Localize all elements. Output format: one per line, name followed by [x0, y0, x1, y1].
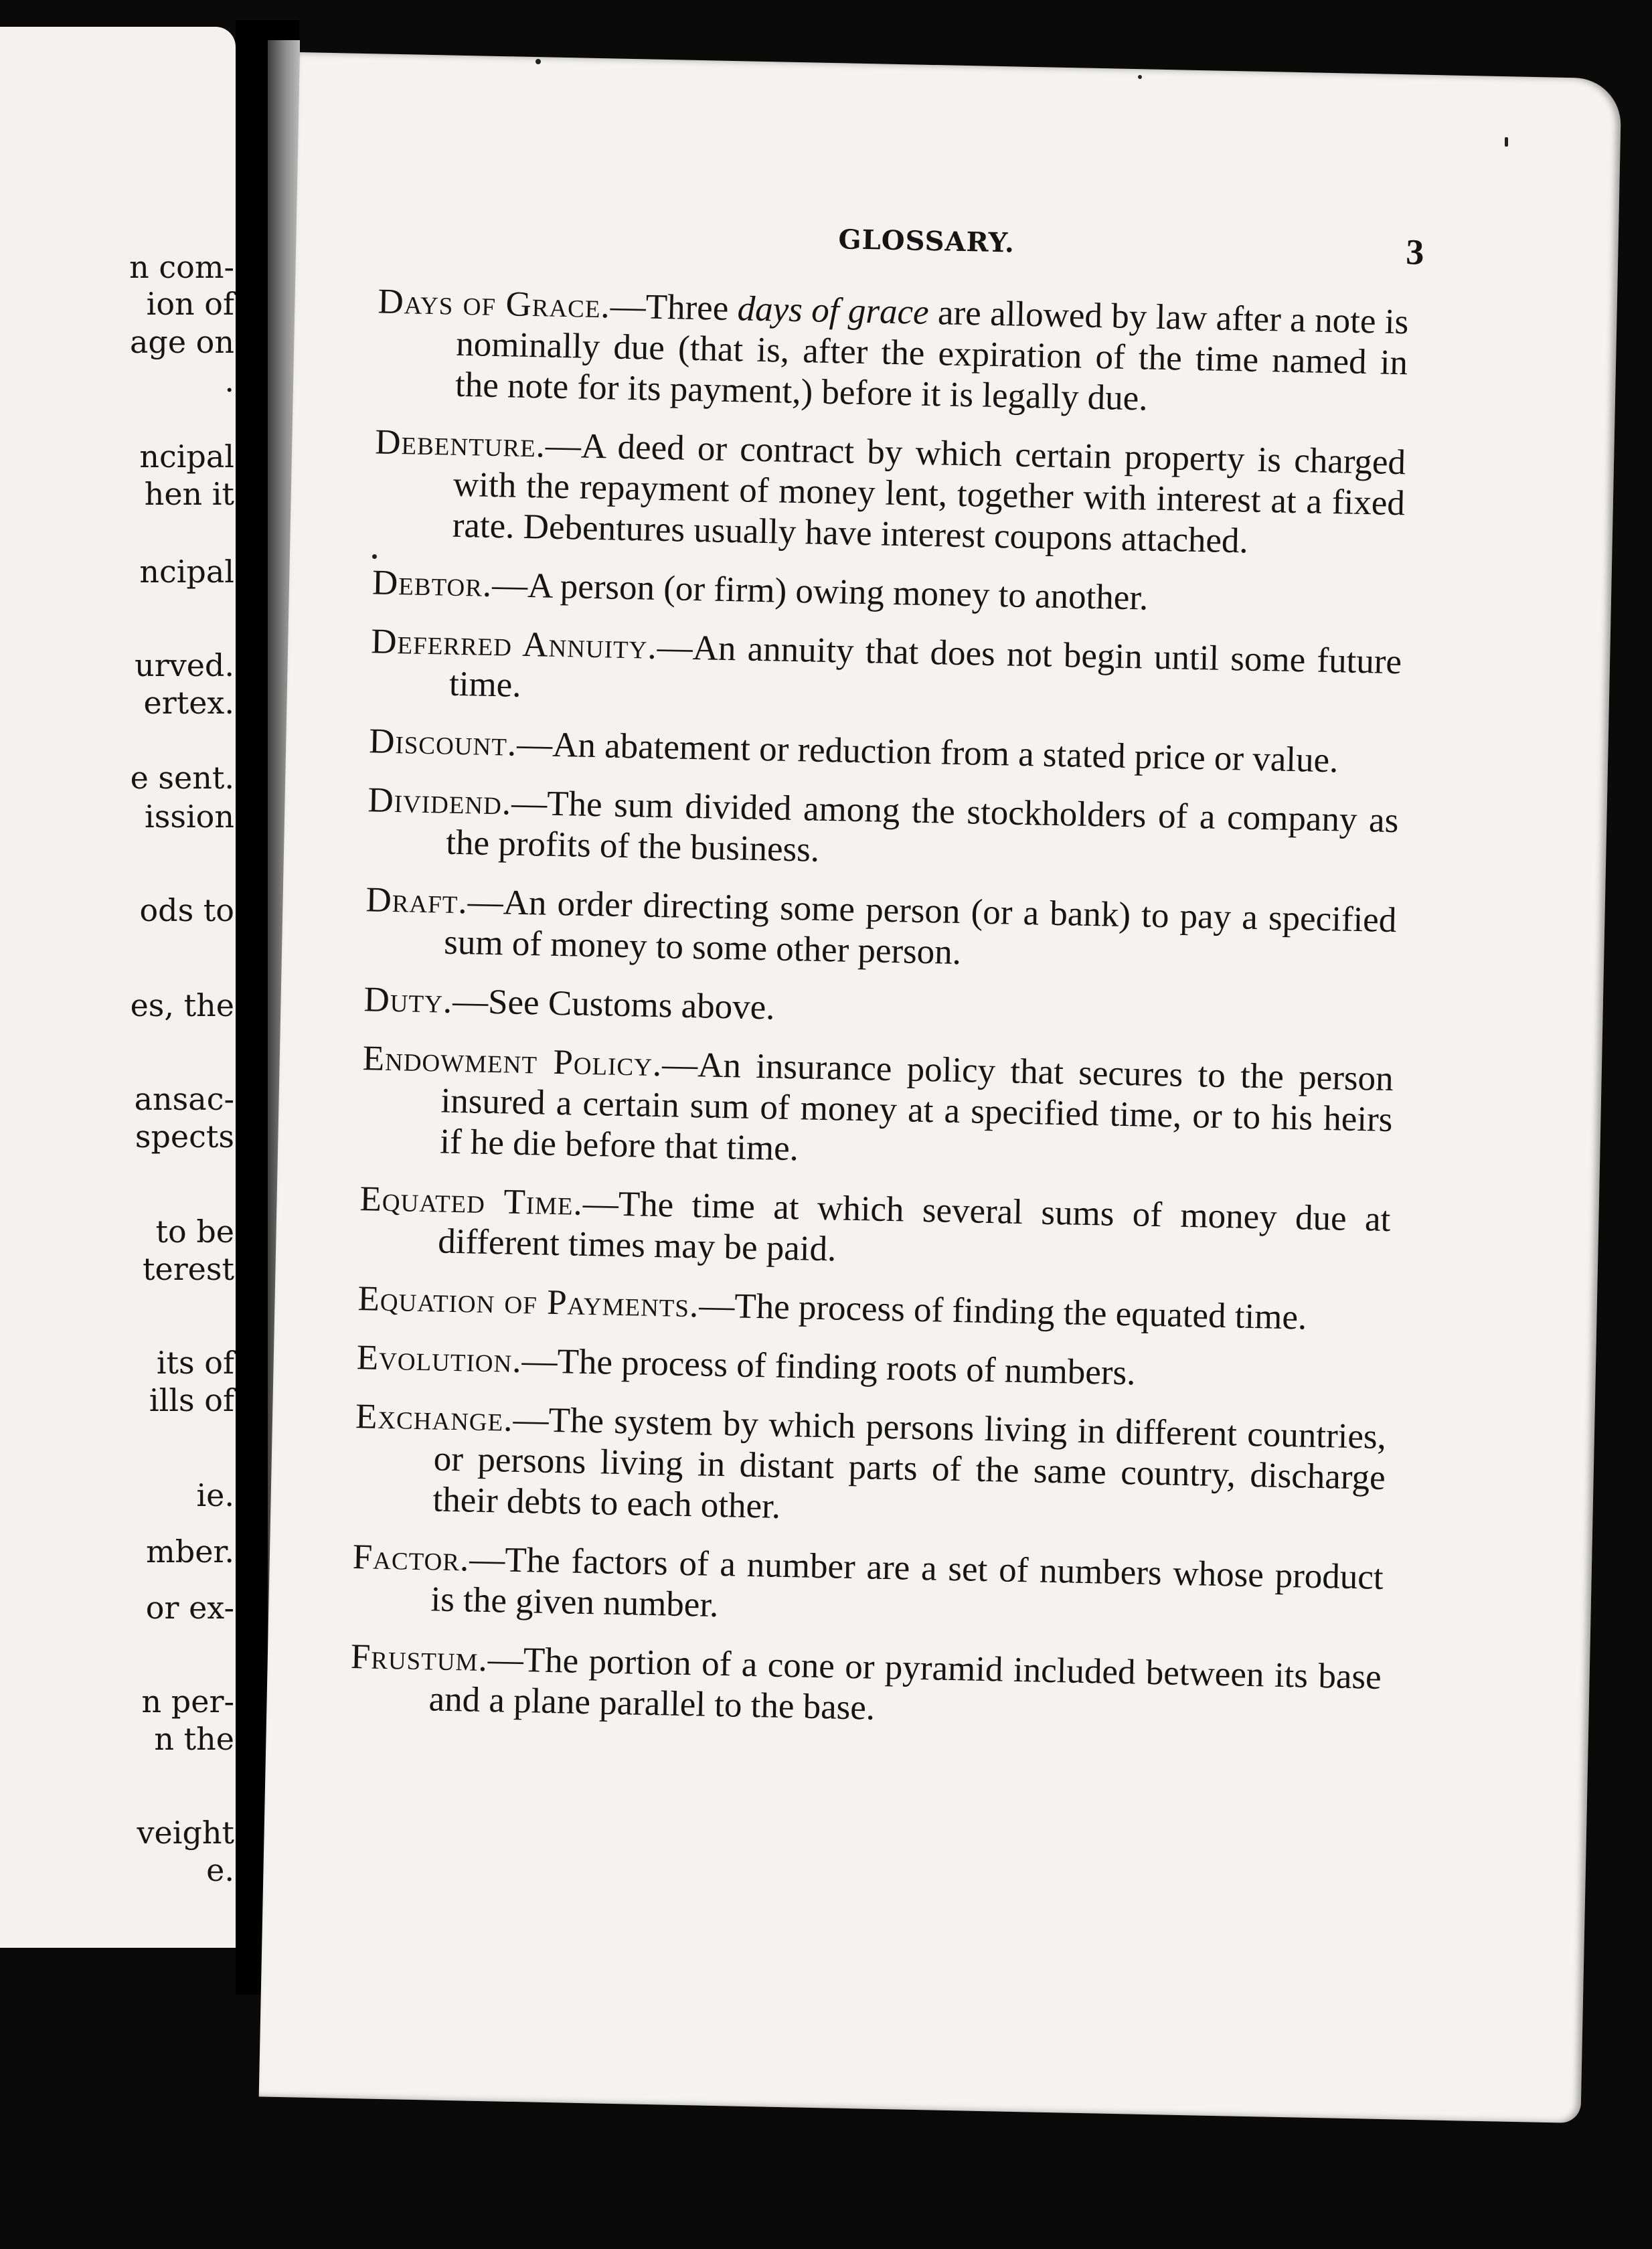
glossary-term: Equated Time.	[359, 1179, 584, 1223]
glossary-entry	[371, 562, 1403, 624]
glossary-definition: —The process of finding roots of numbers.	[521, 1341, 1137, 1393]
left-page-line-fragment: ansac-	[134, 1081, 234, 1117]
glossary-term: Discount.	[368, 722, 517, 764]
left-page-line-fragment: or ex-	[145, 1590, 234, 1626]
glossary-term: Factor.	[352, 1537, 470, 1579]
glossary-term: Dividend.	[367, 780, 512, 823]
glossary-definition: —The sum divided among the stockholders of a company as the profits of the business.	[445, 783, 1399, 869]
left-page-line-fragment: es, the	[130, 987, 234, 1023]
glossary-entry	[370, 621, 1402, 724]
glossary-term: Debenture.	[374, 422, 546, 465]
glossary-term: Evolution.	[356, 1338, 523, 1381]
left-page-line-fragment: n com-	[129, 249, 234, 285]
glossary-definition: —A person (or firm) owing money to another.	[491, 565, 1149, 618]
left-page-line-fragment: terest	[142, 1251, 234, 1287]
left-page-line-fragment: age on	[129, 324, 234, 360]
glossary-definition: —An annuity that does not begin until some future time.	[448, 627, 1402, 705]
glossary-term: Endowment Policy.	[362, 1039, 663, 1084]
glossary-entry	[365, 880, 1397, 982]
glossary-entries	[349, 281, 1409, 1756]
glossary-definition: —A deed or contract by which certain property is charged with the repayment of money lent, together with interest at a fixed rate. Debentures usually have interest coupons attached.	[452, 426, 1406, 561]
glossary-definition: —The portion of a cone or pyramid included between its base and a plane parallel to the base.	[428, 1640, 1382, 1728]
left-page-line-fragment: e.	[206, 1852, 234, 1888]
glossary-page	[259, 52, 1622, 2123]
left-page-line-fragment: its of	[156, 1345, 234, 1381]
glossary-definition: —See Customs above.	[452, 981, 776, 1027]
page-title: GLOSSARY.	[838, 224, 1015, 259]
left-page-line-fragment: urved.	[135, 647, 234, 683]
glossary-entry	[349, 1637, 1382, 1739]
glossary-definition: —An insurance policy that secures to the person insured a certain sum of money at a specified time, or to his heirs if he die before that time.	[439, 1045, 1394, 1169]
scan-speck	[1138, 75, 1142, 79]
glossary-definition: —The factors of a number are a set of numbers whose product is the given number.	[430, 1539, 1384, 1625]
glossary-definition: —The system by which persons living in different countries, or persons living in distant parts of the same country, discharge their debts to each other.	[432, 1400, 1387, 1526]
glossary-entry	[359, 1179, 1391, 1281]
left-page-line-fragment: n per-	[141, 1683, 234, 1720]
glossary-definition-cont: are allowed by law after a note is nominally due (that is, after the expiration of the time named in the note for its payment,) before it is legally due.	[455, 293, 1409, 418]
glossary-entry	[353, 1396, 1386, 1539]
left-page-line-fragment: ills of	[149, 1382, 234, 1418]
scan-speck	[535, 59, 541, 64]
page-header	[296, 213, 1619, 286]
glossary-entry	[376, 281, 1408, 424]
glossary-term: Duty.	[363, 980, 453, 1021]
glossary-entry	[361, 1038, 1394, 1181]
glossary-term: Debtor.	[371, 563, 493, 604]
glossary-definition: —An order directing some person (or a bank) to pay a specified sum of money to some other person.	[443, 882, 1397, 973]
left-page-line-fragment: e sent.	[130, 760, 234, 796]
left-page-line-fragment: ission	[145, 799, 234, 835]
glossary-definition: —An abatement or reduction from a stated price or value.	[516, 724, 1339, 780]
glossary-term: Exchange.	[355, 1397, 514, 1439]
left-page-line-fragment: n the	[154, 1721, 234, 1757]
glossary-entry	[373, 422, 1406, 565]
glossary-entry	[357, 1278, 1389, 1340]
glossary-term: Equation of Payments.	[357, 1279, 699, 1325]
glossary-entry	[351, 1537, 1384, 1639]
glossary-entry	[356, 1337, 1388, 1399]
left-page-line-fragment: spects	[135, 1118, 234, 1155]
left-page-line-fragment: ncipal	[139, 554, 234, 590]
left-page-line-fragment: ncipal	[139, 438, 234, 475]
left-page-line-fragment: ertex.	[143, 685, 234, 721]
left-page-line-fragment: ion of	[146, 286, 234, 322]
left-page-line-fragment: veight	[137, 1815, 234, 1851]
left-page-line-fragment: ods to	[139, 892, 234, 928]
previous-page-fragment	[0, 27, 236, 1948]
left-page-line-fragment: ie.	[196, 1477, 234, 1513]
left-page-line-fragment: mber.	[146, 1533, 234, 1570]
glossary-definition: —The process of finding the equated time.	[698, 1286, 1307, 1337]
glossary-term: Deferred Annuity.	[370, 622, 658, 667]
glossary-entry	[369, 721, 1400, 782]
glossary-term: Draft.	[365, 880, 469, 922]
left-page-line-fragment: .	[224, 363, 234, 399]
glossary-entry	[363, 979, 1395, 1041]
glossary-term: Frustum.	[350, 1637, 489, 1679]
glossary-term: Days of Grace.	[377, 282, 611, 326]
glossary-entry	[367, 780, 1399, 882]
page-number: 3	[1405, 232, 1424, 272]
left-page-line-fragment: hen it	[144, 476, 234, 512]
glossary-definition: —Three	[610, 286, 738, 329]
italic-phrase: days of grace	[737, 289, 930, 332]
scan-speck	[1505, 137, 1508, 147]
left-page-line-fragment: to be	[155, 1214, 234, 1250]
glossary-definition: —The time at which several sums of money due at different times may be paid.	[437, 1183, 1391, 1269]
scan-speck	[372, 554, 377, 559]
